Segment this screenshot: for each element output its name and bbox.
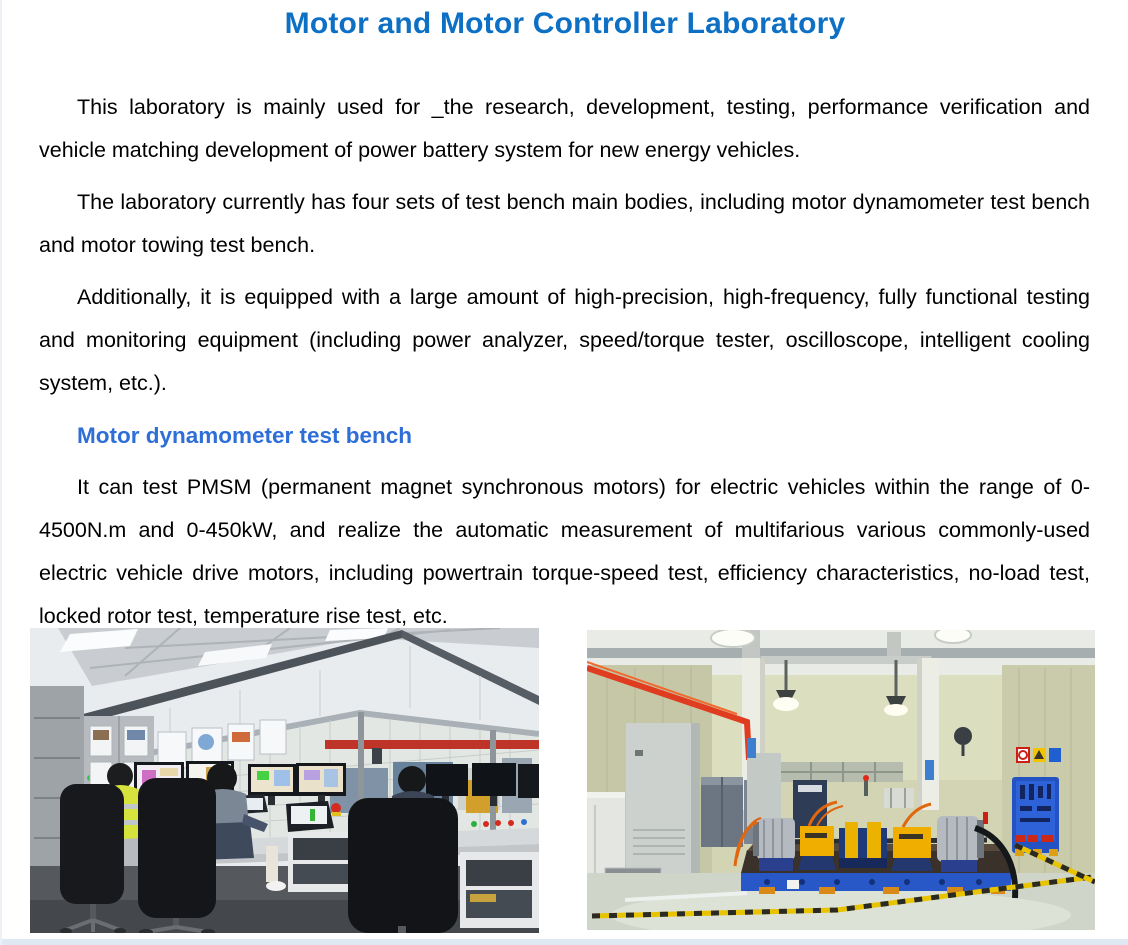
document-body <box>39 86 1090 638</box>
control-room-photo <box>30 628 539 933</box>
page-title: Motor and Motor Controller Laboratory <box>284 7 846 40</box>
test-bench-photo <box>587 630 1095 930</box>
section-heading: Motor dynamometer test bench <box>77 423 413 448</box>
paragraph-intro-2: The laboratory currently has four sets of test bench main bodies, including motor dynamometer test bench and motor towing test bench. <box>39 190 1090 257</box>
paragraph-section-body: It can test PMSM (permanent magnet synchronous motors) for electric vehicles within the range of 0-4500N.m and 0-450kW, and realize the automatic measurement of multifarious various commonly-used electric vehicle drive motors, including powertrain torque-speed test, efficiency characteristics, no-load test, locked rotor test, temperature rise test, etc. <box>39 475 1090 628</box>
paragraph-intro-3: Additionally, it is equipped with a large amount of high-precision, high-frequency, fully functional testing and monitoring equipment (including power analyzer, speed/torque tester, oscilloscope, intelligent cooling system, etc.). <box>39 285 1090 395</box>
paragraph-intro-1: This laboratory is mainly used for _the research, development, testing, performance verification and vehicle matching development of power battery system for new energy vehicles. <box>39 95 1090 162</box>
bottom-strip <box>2 939 1128 945</box>
